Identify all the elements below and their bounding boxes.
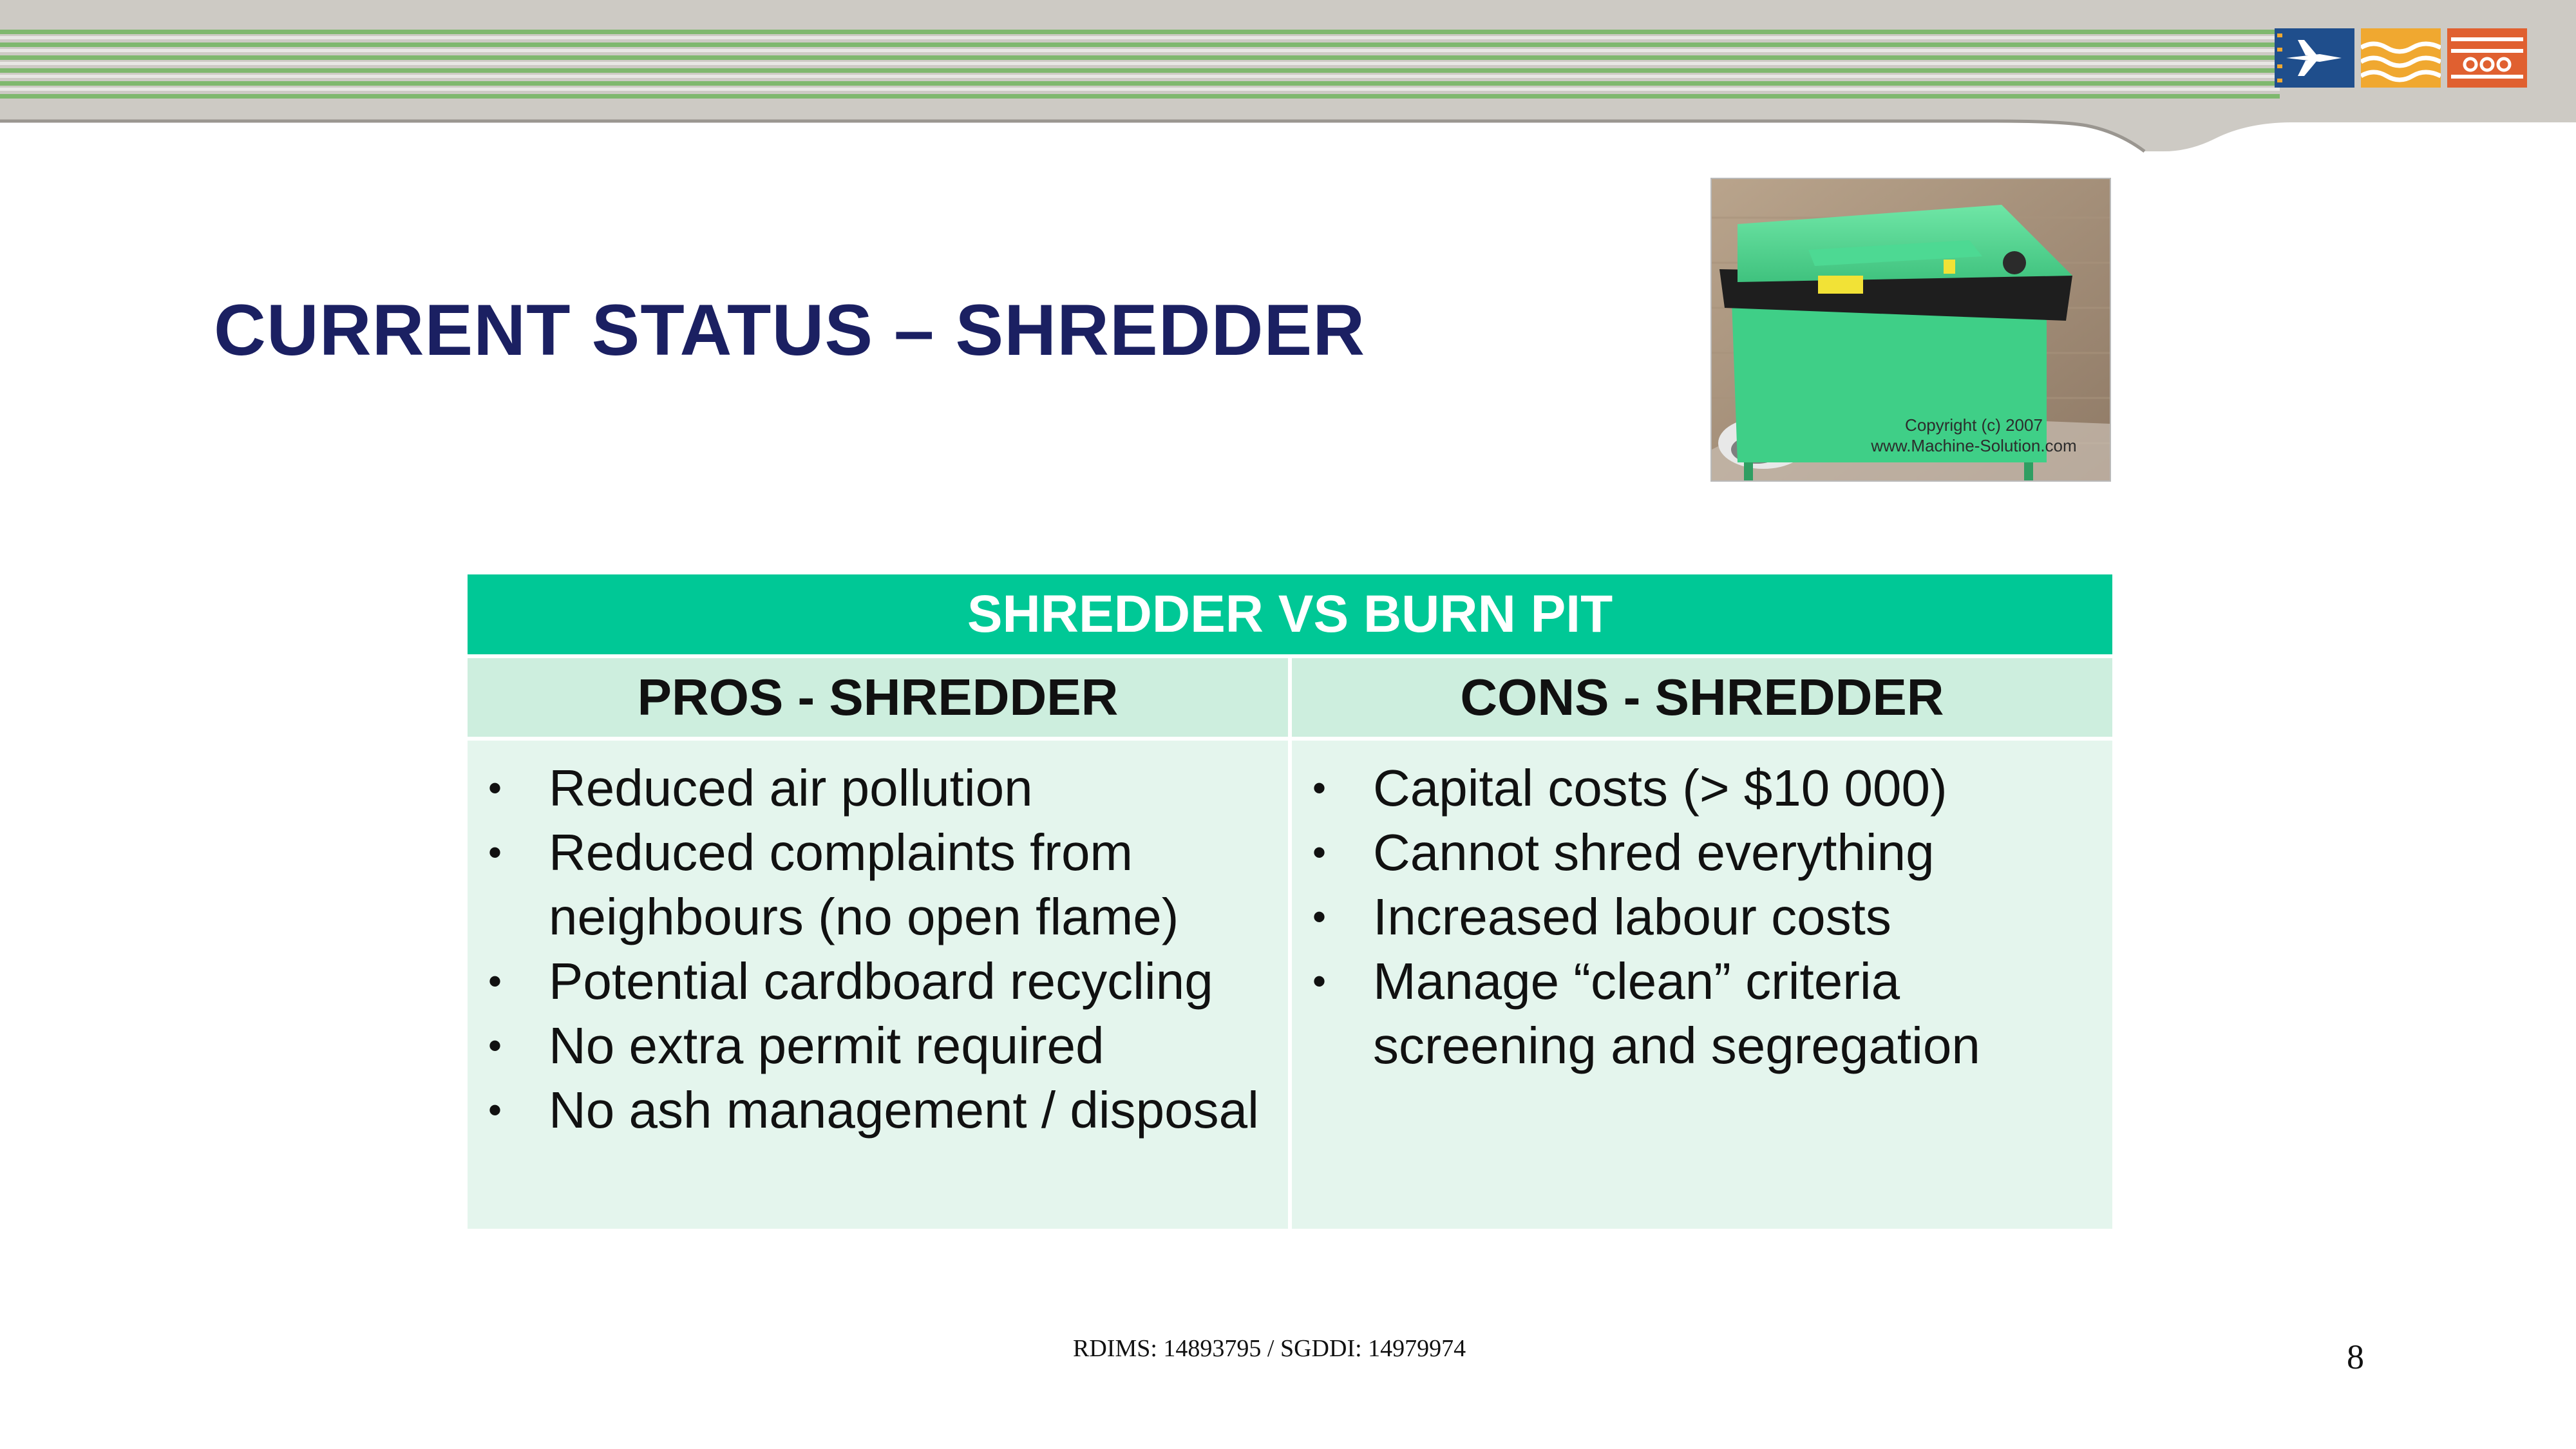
list-item [1312,885,2112,949]
cons-item-text: Cannot shred everything [1373,824,1935,881]
cons-header: CONS - SHREDDER [1290,656,2112,739]
table-title: SHREDDER VS BURN PIT [468,574,2112,656]
cons-cell [1290,739,2112,1229]
list-item [488,1014,1288,1078]
pros-header: PROS - SHREDDER [468,656,1290,739]
page-number: 8 [2347,1338,2364,1376]
list-item [1312,949,2112,1078]
aircraft-logo-icon [2275,28,2354,88]
slide-title: CURRENT STATUS – SHREDDER [214,290,1366,370]
cons-list [1292,756,2112,1078]
document-reference: RDIMS: 14893795 / SGDDI: 14979974 [1073,1335,1466,1362]
list-item [488,820,1288,949]
pros-item-text: No ash management / disposal [549,1081,1259,1139]
cons-item-text: Manage “clean” criteria screening and segregation [1373,952,1980,1074]
bullet-icon: • [1312,766,1327,810]
pros-cell [468,739,1290,1229]
cons-item-text: Increased labour costs [1373,888,1891,945]
infrastructure-logo-icon [2447,28,2527,88]
comparison-table [468,574,2112,1229]
caption-line-website: www.Machine-Solution.com [1871,436,2077,455]
list-item [488,756,1288,820]
organization-logos [2275,28,2527,88]
list-item [488,1078,1288,1142]
pros-item-text: Potential cardboard recycling [549,952,1213,1010]
shredder-photo [1710,178,2111,482]
caption-line-copyright: Copyright (c) 2007 [1905,415,2043,435]
photo-copyright-caption [1845,415,2103,456]
list-item [488,949,1288,1014]
list-item [1312,756,2112,820]
pros-item-text: Reduced air pollution [549,759,1033,817]
bullet-icon: • [488,1024,502,1067]
bullet-icon: • [488,766,502,810]
pros-item-text: Reduced complaints from neighbours (no open flame) [549,824,1179,945]
header-banner [0,0,2576,161]
bullet-icon: • [1312,895,1327,938]
banner-stripes [0,0,2576,161]
pros-item-text: No extra permit required [549,1017,1104,1074]
bullet-icon: • [1312,831,1327,874]
bullet-icon: • [488,960,502,1003]
water-waves-logo-icon [2361,28,2441,88]
bullet-icon: • [1312,960,1327,1003]
list-item [1312,820,2112,885]
bullet-icon: • [488,831,502,874]
cons-item-text: Capital costs (> $10 000) [1373,759,1947,817]
bullet-icon: • [488,1088,502,1132]
pros-list [468,756,1288,1142]
